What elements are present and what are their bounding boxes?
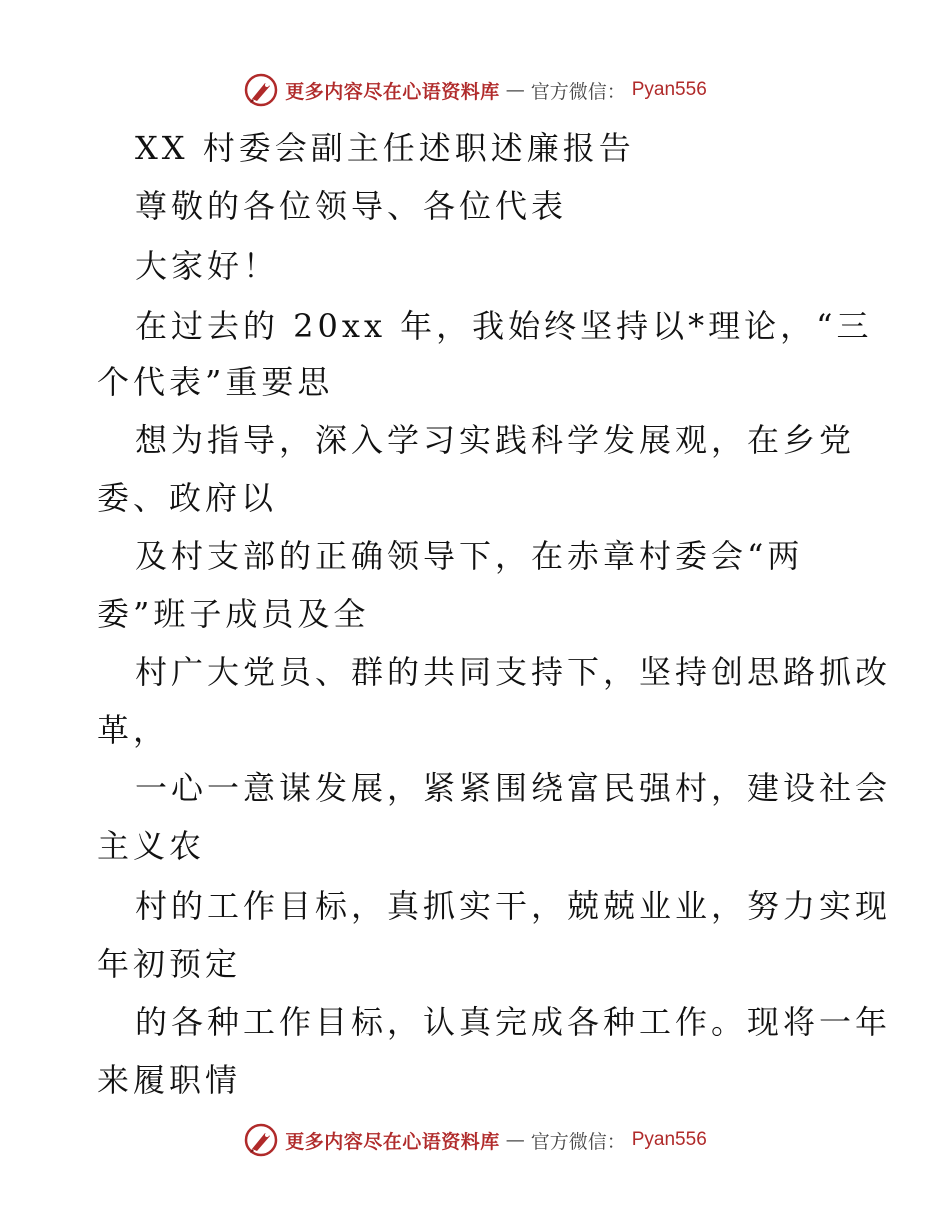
banner-wechat-label: 官方微信： [530, 80, 626, 103]
pen-nib-logo-icon [243, 72, 279, 108]
banner-wechat-label: 官方微信： [530, 1130, 626, 1153]
paragraph-line: 来履职情 [97, 1061, 242, 1099]
greeting: 大家好！ [135, 247, 280, 285]
document-title: XX 村委会副主任述职述廉报告 [135, 129, 635, 167]
salutation: 尊敬的各位领导、各位代表 [135, 187, 568, 225]
banner-dash: — [505, 79, 525, 101]
paragraph-line: 在过去的 20xx 年，我始终坚持以*理论，“三 [135, 307, 873, 345]
paragraph-line: 个代表”重要思 [97, 363, 334, 401]
paragraph-line: 的各种工作目标，认真完成各种工作。现将一年 [135, 1003, 892, 1041]
paragraph-line: 委”班子成员及全 [97, 595, 370, 633]
pen-nib-logo-icon [243, 1122, 279, 1158]
banner-wechat-id: Pyan556 [631, 79, 707, 100]
paragraph-line: 主义农 [97, 827, 206, 865]
paragraph-line: 一心一意谋发展，紧紧围绕富民强村，建设社会 [135, 769, 892, 807]
banner-wechat-id: Pyan556 [631, 1129, 707, 1150]
paragraph-line: 村广大党员、群的共同支持下，坚持创思路抓改 [135, 653, 892, 691]
banner-dash: — [505, 1129, 525, 1151]
paragraph-line: 村的工作目标，真抓实干，兢兢业业，努力实现 [135, 887, 892, 925]
banner-brand-text: 更多内容尽在心语资料库 [285, 80, 500, 103]
paragraph-line: 委、政府以 [97, 479, 278, 517]
paragraph-line: 及村支部的正确领导下，在赤章村委会“两 [135, 537, 804, 575]
paragraph-line: 想为指导，深入学习实践科学发展观，在乡党 [135, 421, 856, 459]
footer-banner [0, 1120, 950, 1160]
paragraph-line: 革， [97, 711, 170, 749]
paragraph-line: 年初预定 [97, 945, 242, 983]
banner-brand-text: 更多内容尽在心语资料库 [285, 1130, 500, 1153]
header-banner [0, 70, 950, 110]
